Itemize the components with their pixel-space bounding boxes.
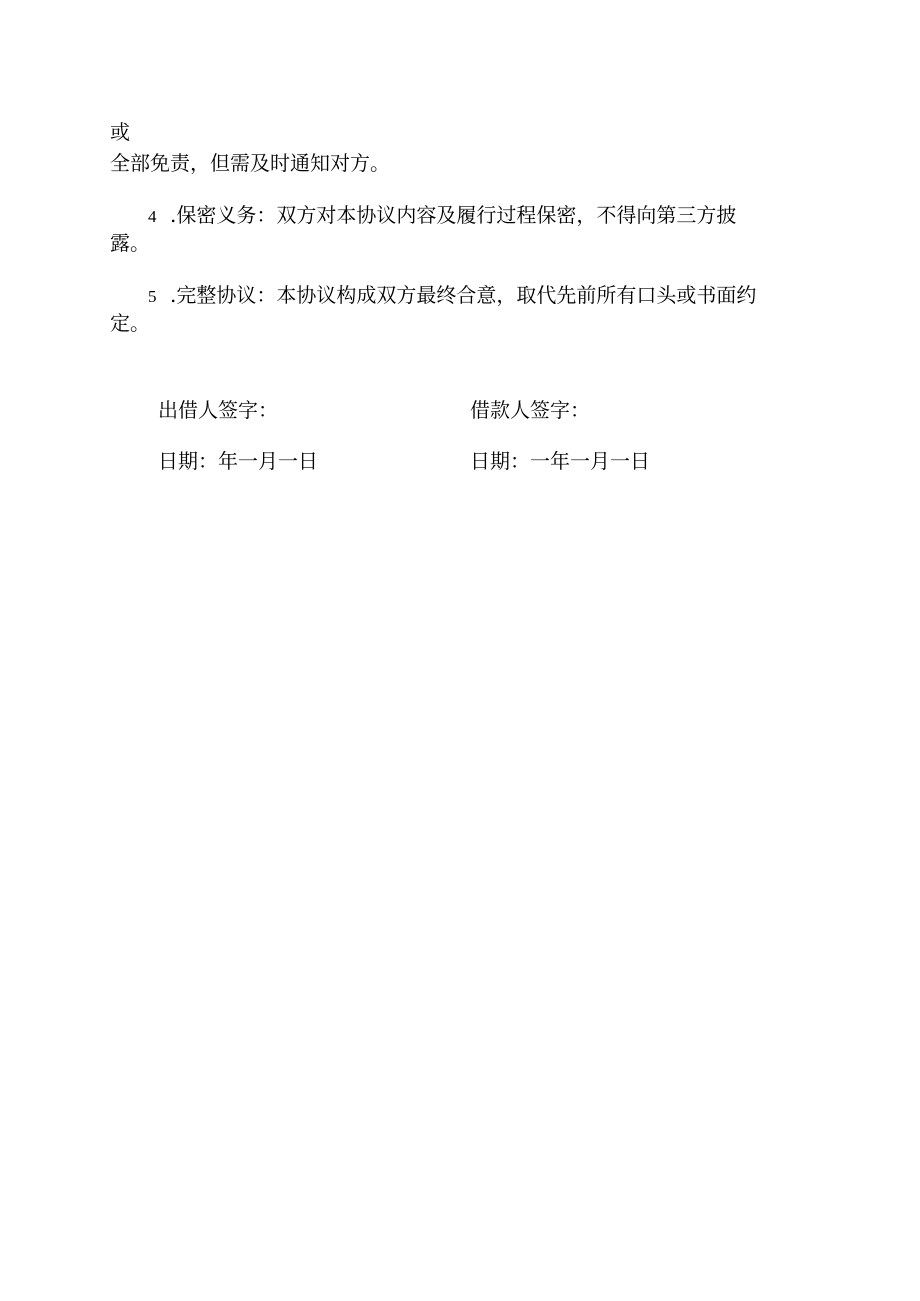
lender-signature-label: 出借人签字： xyxy=(158,398,278,422)
clause-5-line-2: 定。 xyxy=(110,311,150,335)
lender-date: 日期：年一月一日 xyxy=(158,449,318,473)
borrower-date: 日期：一年一月一日 xyxy=(470,449,650,473)
clause-4-line-2: 露。 xyxy=(110,231,150,255)
clause-5-line-1 xyxy=(148,283,756,309)
clause-5-text: .完整协议：本协议构成双方最终合意，取代先前所有口头或书面约 xyxy=(170,283,757,307)
clause-4-line-1 xyxy=(148,203,736,229)
clause-4-text: .保密义务：双方对本协议内容及履行过程保密，不得向第三方披 xyxy=(170,203,737,227)
clause-5-number: 5 xyxy=(148,287,157,306)
borrower-signature-label: 借款人签字： xyxy=(470,398,590,422)
clause-4-number: 4 xyxy=(148,207,157,226)
continued-line: 全部免责，但需及时通知对方。 xyxy=(110,151,390,175)
continued-fragment: 或 xyxy=(110,120,130,144)
